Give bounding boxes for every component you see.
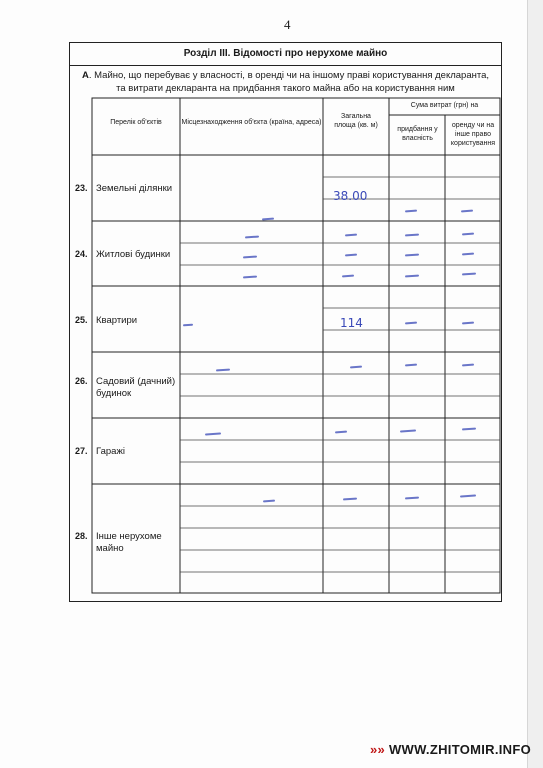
row-number: 28.	[75, 531, 88, 541]
row-label: Квартири	[96, 315, 138, 326]
handwritten-area-value: 38.00	[333, 189, 368, 203]
header-location: Місцезнаходження об'єкта (країна, адреса)	[181, 119, 322, 126]
row-label: Садовий (дачний) будинок	[96, 376, 176, 399]
header-area: Загальна площа (кв. м)	[334, 113, 378, 129]
site-watermark	[370, 742, 531, 757]
row-number: 25.	[75, 315, 88, 325]
row-label: Гаражі	[96, 446, 125, 457]
header-purchase: придбання у власність	[397, 126, 438, 142]
header-rent: оренду чи на інше право користування	[450, 122, 496, 147]
row-label: Інше нерухоме майно	[96, 531, 162, 554]
watermark-text: WWW.ZHITOMIR.INFO	[385, 742, 531, 757]
subsection-line1: . Майно, що перебуває у власності, в оренді чи на іншому праві користування декларанта,	[88, 70, 490, 81]
subsection-line2: та витрати декларанта на придбання такого майна або на користування ним	[116, 83, 455, 94]
handwritten-area-value: 114	[340, 316, 363, 330]
watermark-arrows: »»	[369, 742, 386, 757]
header-type: Перелік об'єктів	[110, 119, 162, 126]
header-costs: Сума витрат (грн) на	[410, 102, 479, 109]
row-number: 26.	[75, 376, 88, 386]
row-number: 24.	[75, 249, 88, 259]
row-number: 23.	[75, 183, 88, 193]
row-label: Житлові будинки	[96, 249, 171, 260]
subsection-letter: А	[81, 70, 89, 81]
row-number: 27.	[75, 446, 88, 456]
row-label: Земельні ділянки	[96, 183, 173, 194]
section-title: Розділ ІІІ. Відомості про нерухоме майно	[69, 42, 502, 66]
page-number: 4	[284, 17, 291, 32]
